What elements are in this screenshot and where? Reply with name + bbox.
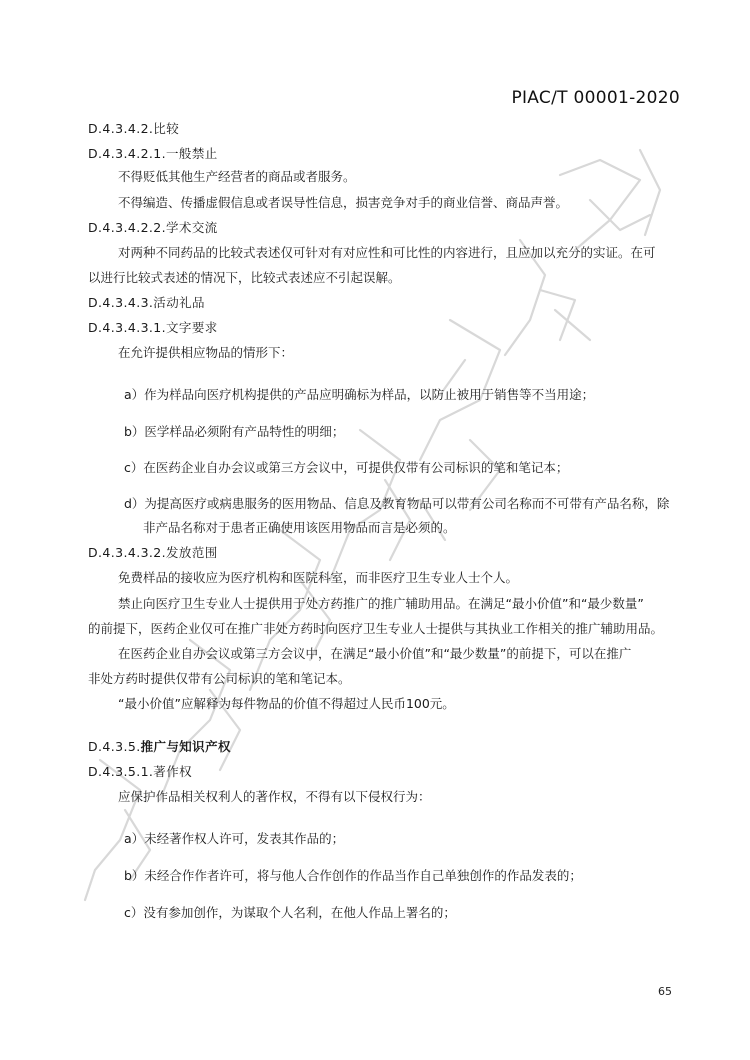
paragraph-no-fabricate: 不得编造、传播虚假信息或者误导性信息，损害竞争对手的商业信誉、商品声誉。 [118, 195, 569, 210]
paragraph-compare-line1: 对两种不同药品的比较式表述仅可针对有对应性和可比性的内容进行，且应加以充分的实证。在可 [118, 245, 656, 260]
paragraph-meeting-line1: 在医药企业自办会议或第三方会议中，在满足“最小价值”和“最少数量”的前提下，可以在推广 [118, 646, 632, 661]
heading-d435 [88, 738, 231, 756]
heading-d435-number: D.4.3.5. [88, 739, 141, 754]
heading-d434422: D.4.3.4.2.2.学术交流 [88, 220, 218, 235]
list-item-c: c）在医药企业自办会议或第三方会议中，可提供仅带有公司标识的笔和笔记本； [124, 460, 569, 475]
list-item-d-line2: 非产品名称对于患者正确使用该医用物品而言是必须的。 [143, 520, 456, 535]
paragraph-prohibit-line1: 禁止向医疗卫生专业人士提供用于处方药推广的推广辅助用品。在满足“最小价值”和“最少数量” [118, 596, 644, 611]
page-number: 65 [658, 985, 672, 998]
list-item-d-line1: d）为提高医疗或病患服务的医用物品、信息及教育物品可以带有公司名称而不可带有产品名称，除 [124, 496, 670, 511]
paragraph-free-sample: 免费样品的接收应为医疗机构和医院科室，而非医疗卫生专业人士个人。 [118, 570, 519, 585]
heading-d43442: D.4.3.4.2.比较 [88, 121, 180, 136]
heading-d434432: D.4.3.4.3.2.发放范围 [88, 545, 218, 560]
copyright-item-a: a）未经著作权人许可，发表其作品的； [124, 831, 345, 846]
list-item-b: b）医学样品必须附有产品特性的明细； [124, 424, 345, 439]
paragraph-prohibit-line2: 的前提下，医药企业仅可在推广非处方药时向医疗卫生专业人士提供与其执业工作相关的推广辅助用品。 [88, 621, 664, 636]
copyright-item-b: b）未经合作作者许可，将与他人合作创作的作品当作自己单独创作的作品发表的； [124, 868, 582, 883]
paragraph-min-value: “最小价值”应解释为每件物品的价值不得超过人民币100元。 [118, 696, 455, 711]
document-code: PIAC/T 00001-2020 [511, 88, 680, 108]
paragraph-no-belittle: 不得贬低其他生产经营者的商品或者服务。 [118, 169, 356, 184]
heading-d435-title: 推广与知识产权 [140, 739, 231, 754]
paragraph-compare-line2: 以进行比较式表述的情况下，比较式表述应不引起误解。 [88, 270, 401, 285]
list-item-a: a）作为样品向医疗机构提供的产品应明确标为样品，以防止被用于销售等不当用途； [124, 387, 595, 402]
heading-d434431: D.4.3.4.3.1.文字要求 [88, 320, 218, 335]
paragraph-copyright: 应保护作品相关权利人的著作权，不得有以下侵权行为： [118, 789, 431, 804]
paragraph-meeting-line2: 非处方药时提供仅带有公司标识的笔和笔记本。 [88, 671, 351, 686]
heading-d4351: D.4.3.5.1.著作权 [88, 764, 193, 779]
paragraph-allow: 在允许提供相应物品的情形下： [118, 345, 294, 360]
copyright-item-c: c）没有参加创作，为谋取个人名利，在他人作品上署名的； [124, 905, 456, 920]
heading-d434421: D.4.3.4.2.1.一般禁止 [88, 146, 218, 161]
heading-d43443: D.4.3.4.3.活动礼品 [88, 295, 205, 310]
